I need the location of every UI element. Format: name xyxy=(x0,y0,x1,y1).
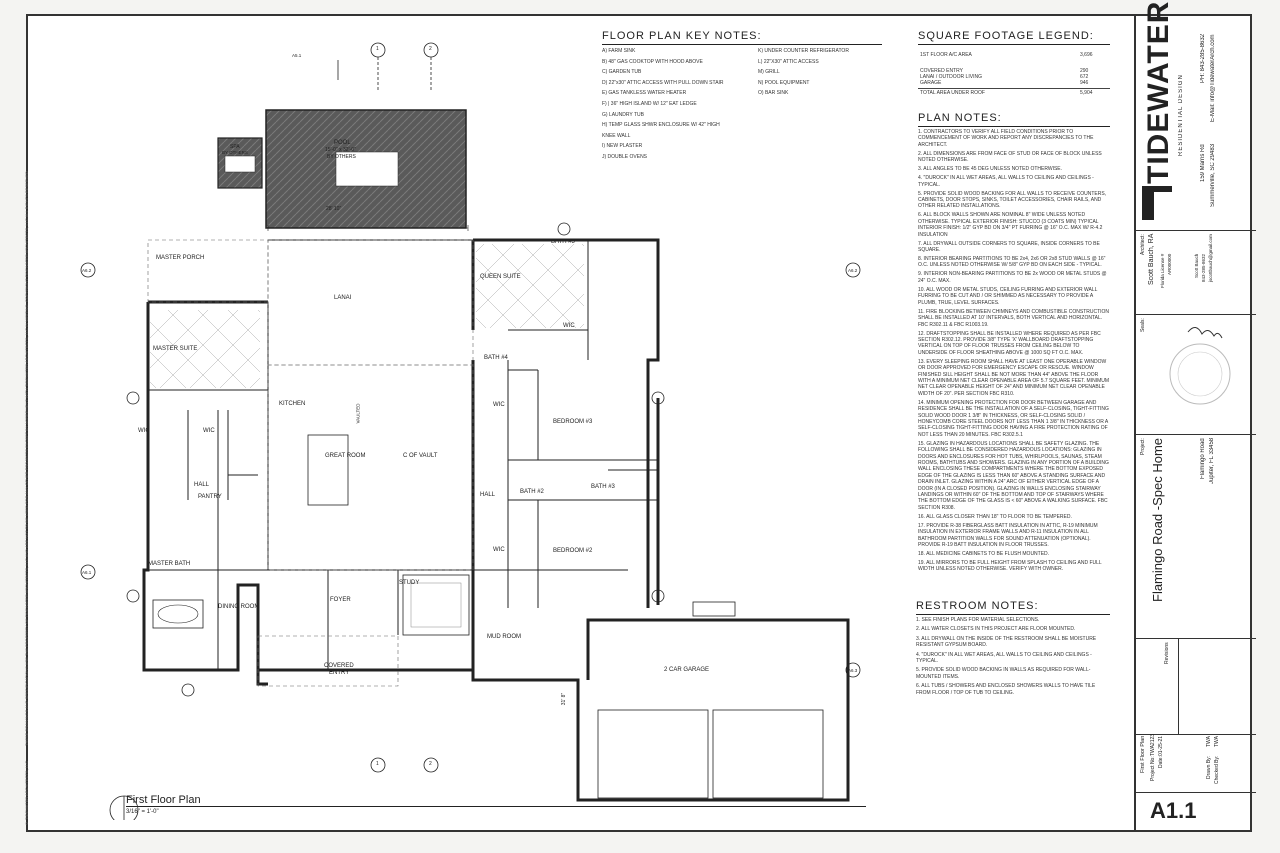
architect-license-no: AR000000 xyxy=(1167,254,1172,276)
key-notes-title-rule xyxy=(602,44,882,45)
sqft-value: 946 xyxy=(1080,80,1089,86)
marker-right-1: A6.2 xyxy=(848,268,858,273)
note-item: 6. ALL TUBS / SHOWERS AND ENCLOSED SHOWERS WALLS TO HAVE TILE FROM FLOOR / TOP OF TUB TO CEILING. xyxy=(916,683,1096,696)
note-item: 1. CONTRACTORS TO VERIFY ALL FIELD CONDITIONS PRIOR TO COMMENCEMENT OF WORK AND REPORT ANY DISCREPANCIES TO THE ARCHITECT. xyxy=(918,129,1094,148)
architect-box xyxy=(1136,230,1256,315)
pool-label-1: POOL xyxy=(334,140,351,146)
room-lanai: LANAI xyxy=(334,295,352,301)
restroom-notes-title: RESTROOM NOTES: xyxy=(916,600,1039,612)
drawn-by-label: Drawn By: xyxy=(1206,756,1212,780)
marker-1: 1 xyxy=(376,46,379,52)
key-note-item: E) GAS TANKLESS WATER HEATER xyxy=(602,90,687,97)
key-note-item: KNEE WALL xyxy=(602,132,631,139)
marker-top-left: A5.1 xyxy=(292,53,302,58)
note-item: 14. MINIMUM OPENING PROTECTION FOR DOOR BETWEEN GARAGE AND RESIDENCE SHALL BE THE INSTALLATION OF A SELF-CLOSING, TIGHT-FITTING SOLID WOOD DOOR 1 3/8" IN THICKNESS, OR SELF-CLOSING SOLID / HONEYCOMB CORE STEEL DOORS NOT LESS THAN 1 3/8" IN THICKNESS OR A SELF-CLOSING TIGHT-FITTING DOOR HAVING A FIRE PROTECTION RATING OF NOT LESS THAN 20 MINUTES. FBC R302.5.1 xyxy=(918,399,1109,438)
room-master-bath: MASTER BATH xyxy=(148,561,191,567)
copyright-notice: THESE DRAWINGS AND SPECIFICATIONS ARE THE PROPERTY OF TIDEWATER ARCHITECTS, LLC AND ARE NOT TO BE USED FOR ANY OTHER PROJECTS EXCEPT BY AGREEMENT WITH TIDEWATER ARCHITECTS, LLC IN WRITING. COPYRIGHT TIDEWATER ARCHITECTS, LLC ALL RIGHTS RESERVED xyxy=(24,171,29,746)
architect-license: Florida License # xyxy=(1160,254,1165,289)
note-item: 17. PROVIDE R-38 FIBERGLASS BATT INSULATION IN ATTIC, R-19 MINIMUM INSULATION IN EXTERIOR FRAME WALLS AND R-11 INSULATION IN ALL BATHROOM PARTITION WALLS FOR SOUND ATTENUATION (OPTIONAL). PROVIDE R-19 BATT INSULATION IN FLOOR TRUSSES. xyxy=(918,522,1098,549)
project-no: TWA2123 xyxy=(1150,733,1156,756)
project-label: Project: xyxy=(1140,438,1146,455)
top-dimension: 28' 10" xyxy=(326,206,342,212)
key-note-item: N) POOL EQUIPMENT xyxy=(758,79,810,86)
key-note-item: D) 22"x30" ATTIC ACCESS WITH PULL DOWN STAIR xyxy=(602,79,724,86)
room-wic-5: WIC xyxy=(493,547,505,553)
marker-left-2: A6.1 xyxy=(82,570,92,575)
project-name: Flamingo Road -Spec Home xyxy=(1150,438,1165,603)
key-note-item: A) FARM SINK xyxy=(602,48,636,54)
floor-plan-drawing xyxy=(68,30,868,820)
project-address1: Flamingo Road xyxy=(1200,438,1206,479)
spa-label-2: BY OTHERS xyxy=(222,150,248,155)
architect-label: Architect: xyxy=(1140,234,1146,255)
room-bedroom3: BEDROOM #3 xyxy=(553,419,593,425)
key-note-item: M) GRILL xyxy=(758,69,780,76)
room-bath4: BATH #4 xyxy=(484,355,508,361)
sqft-label: GARAGE xyxy=(920,80,942,86)
checked-by-label: Checked By: xyxy=(1214,756,1220,785)
room-great-room: GREAT ROOM xyxy=(325,453,366,459)
note-item: 6. ALL BLOCK WALLS SHOWN ARE NOMINAL 8" WIDE UNLESS NOTED OTHERWISE. TYPICAL EXTERIOR FINISH: STUCCO (3 COATS MIN) TYPICAL INTERIOR FINISH: 1/2" GYP BD ON 3/4" PT FURRING @ 16" O.C. MAX W/ R-4.2 INSULATION xyxy=(918,212,1103,238)
plan-scale: 3/16" = 1'-0" xyxy=(126,809,159,815)
pool-label-2: 15'-0" x 32'-0" xyxy=(325,147,356,153)
firm-email: E-Mail: info@TidewaterArch.com xyxy=(1210,34,1216,122)
marker-right-2: A6.3 xyxy=(848,668,858,673)
architect-name: Scott Bauch, RA xyxy=(1148,234,1155,286)
room-master-suite: MASTER SUITE xyxy=(153,346,198,352)
room-wic-1: WIC xyxy=(563,323,575,329)
date-value: 01-25-21 xyxy=(1158,735,1164,756)
room-bedroom2: BEDROOM #2 xyxy=(553,548,593,554)
revisions-box xyxy=(1136,638,1256,735)
firm-address1: 159 Marris Rd xyxy=(1200,144,1206,182)
brand-name: TIDEWATER xyxy=(1142,0,1175,184)
note-item: 18. ALL MEDICINE CABINETS TO BE FLUSH MOUNTED. xyxy=(918,551,1050,558)
checked-by-value: TWA xyxy=(1214,736,1220,747)
sqft-value: 3,696 xyxy=(1080,52,1093,58)
sqft-label: COVERED ENTRY xyxy=(920,68,963,74)
note-item: 4. "DUROCK" IN ALL WET AREAS, ALL WALLS TO CEILING AND CEILINGS - TYPICAL. xyxy=(918,175,1094,188)
note-item: 3. ALL ANGLES TO BE 45 DEG UNLESS NOTED OTHERWISE. xyxy=(918,166,1063,173)
project-no-label: Project No: xyxy=(1150,756,1156,781)
sheet-info-box xyxy=(1136,734,1256,793)
project-address2: Jupiter, FL 33458 xyxy=(1209,438,1215,485)
marker-3: 1 xyxy=(376,761,379,767)
drawn-by-value: TWA xyxy=(1206,736,1212,747)
room-pantry: PANTRY xyxy=(198,494,222,500)
note-item: 7. ALL DRYWALL OUTSIDE CORNERS TO SQUARE, INSIDE CORNERS TO BE SQUARE. xyxy=(918,240,1100,254)
sqft-total-rule xyxy=(918,88,1110,89)
date-label: Date: xyxy=(1158,756,1164,768)
sheet-title: First Floor Plan xyxy=(1140,736,1146,774)
plan-notes-title-rule xyxy=(918,126,1110,127)
marker-left-1: A6.2 xyxy=(82,268,92,273)
plan-notes-list xyxy=(918,129,1110,575)
room-bath2: BATH #2 xyxy=(520,489,544,495)
plan-title: First Floor Plan xyxy=(126,794,201,806)
sqft-label: TOTAL AREA UNDER ROOF xyxy=(920,90,985,96)
plan-title-underline xyxy=(126,806,866,807)
restroom-notes-title-rule xyxy=(916,614,1110,615)
room-garage: 2 CAR GARAGE xyxy=(664,667,710,673)
room-queen-suite: QUEEN SUITE xyxy=(480,274,521,280)
key-note-item: H) TEMP GLASS SHWR ENCLOSURE W/ 42" HIGH xyxy=(602,122,720,129)
note-item: 8. INTERIOR BEARING PARTITIONS TO BE 2x4, 2x6 OR 2x8 STUD WALLS @ 16" O.C. UNLESS NOTED OTHERWISE W/ 5/8" GYP BD ON EACH SIDE - TYPICAL. xyxy=(918,256,1106,269)
note-item: 19. ALL MIRRORS TO BE FULL HEIGHT FROM SPLASH TO CEILING AND FULL WIDTH UNLESS NOTED OTHERWISE. VERIFY WITH OWNER. xyxy=(918,560,1102,573)
revisions-divider xyxy=(1178,638,1179,734)
note-item: 3. ALL DRYWALL ON THE INSIDE OF THE RESTROOM SHALL BE MOISTURE RESISTANT GYPSUM BOARD. xyxy=(916,635,1097,649)
vaulted-label: VAULTED xyxy=(355,403,361,424)
key-note-item: C) GARDEN TUB xyxy=(602,69,642,76)
room-covered-entry-1: COVERED xyxy=(324,663,354,669)
tidewater-logo-icon xyxy=(1142,186,1172,220)
key-note-item: O) BAR SINK xyxy=(758,90,789,97)
brand-box xyxy=(1136,0,1256,231)
room-study: STUDY xyxy=(399,580,420,586)
note-item: 15. GLAZING IN HAZARDOUS LOCATIONS SHALL BE SAFETY GLAZING. THE FOLLOWING SHALL BE CONSIDERED HAZARDOUS LOCATIONS: GLAZING IN DOORS AND ENCLOSURES FOR HOT TUBS, WHIRLPOOLS, SAUNAS, STEAM ROOMS, BATHTUBS AND SHOWERS. GLAZING IN ANY PORTION OF A BUILDING WALL ENCLOSING THESE COMPARTMENTS WHERE THE BOTTOM EXPOSED EDGE OF THE GLAZING IS LESS THAN 60" ABOVE A STANDING SURFACE AND DRAIN INLET. GLAZING WITHIN A 24" ARC OF EITHER VERTICAL EDGE OF A DOOR (IN A CLOSED POSITION). GLAZING IN WALLS ENCLOSING STAIRWAY LANDINGS OR WITHIN 60" OF THE BOTTOM AND TOP OF STAIRWAYS WHERE THE BOTTOM EDGE OF THE GLASS IS < 60" ABOVE A WALKING SURFACE. FBC SECTION R308. xyxy=(918,440,1109,511)
marker-4: 2 xyxy=(429,761,432,767)
sqft-label: 1ST FLOOR A/C AREA xyxy=(920,52,972,58)
note-item: 9. INTERIOR NON-BEARING PARTITIONS TO BE 2x WOOD OR METAL STUDS @ 24" O.C. MAX. xyxy=(918,271,1107,284)
architect-email: jscottbauch@gmail.com xyxy=(1208,234,1213,282)
key-note-item: J) DOUBLE OVENS xyxy=(602,154,648,160)
key-note-item: L) 22"X30" ATTIC ACCESS xyxy=(758,58,819,65)
key-note-item: B) 48" GAS COOKTOP WITH HOOD ABOVE xyxy=(602,58,703,65)
pool-label-3: BY OTHERS xyxy=(327,154,356,160)
drawing-sheet xyxy=(24,0,1252,832)
spa-label-1: SPA xyxy=(230,144,240,150)
note-item: 10. ALL WOOD OR METAL STUDS, CEILING FURRING AND EXTERIOR WALL FURRING TO BE CUT AND / OR SHIMMED AS NECESSARY TO PROVIDE A PLUMB, TRUE, LEVEL SURFACES. xyxy=(918,286,1098,306)
sheet-number: A1.1 xyxy=(1150,798,1197,823)
room-wic-3: WIC xyxy=(203,428,215,434)
brand-sub: RESIDENTIAL DESIGN xyxy=(1178,74,1184,156)
sqft-value: 672 xyxy=(1080,74,1089,80)
copyright-short: © TIDEWATER ARCHITECTS, LLC xyxy=(24,760,29,826)
room-dining: DINING ROOM xyxy=(218,604,260,610)
architect-seal-icon xyxy=(1158,322,1238,422)
note-item: 11. FIRE BLOCKING BETWEEN CHIMNEYS AND COMBUSTIBLE CONSTRUCTION SHALL BE INSTALLED AT 10' INTERVALS, BOTH VERTICAL AND HORIZONTAL. FBC R302.11 & FBC R1003.19. xyxy=(918,308,1110,328)
sheet-number-box xyxy=(1136,792,1256,832)
key-note-item: K) UNDER COUNTER REFRIGERATOR xyxy=(758,48,849,54)
sqft-value: 290 xyxy=(1080,68,1089,74)
room-c-of-vault: C OF VAULT xyxy=(403,453,438,459)
note-item: 13. EVERY SLEEPING ROOM SHALL HAVE AT LEAST ONE OPERABLE WINDOW OR DOOR APPROVED FOR EMERGENCY ESCAPE OR RESCUE. WINDOW FINISHED SILL HEIGHT SHALL BE NOT MORE THAN 44" ABOVE THE FLOOR WITH A MINIMUM NET CLEAR OPENABLE AREA OF 5.7 SQUARE FEET. MINIMUM NET CLEAR OPENABLE HEIGHT OF 24" AND MINIMUM NET CLEAR OPENABLE WIDTH OF 20". PER SECTION FBC R310. xyxy=(918,358,1110,397)
note-item: 16. ALL GLASS CLOSER THAN 18" TO FLOOR TO BE TEMPERED. xyxy=(918,513,1072,520)
note-item: 2. ALL WATER CLOSETS IN THIS PROJECT ARE FLOOR MOUNTED. xyxy=(916,626,1076,633)
seals-label: Seals: xyxy=(1140,318,1146,332)
architect-name2: Scott Bauch xyxy=(1194,254,1199,279)
note-item: 4. "DUROCK" IN ALL WET AREAS, ALL WALLS TO CEILING AND CEILINGS - TYPICAL. xyxy=(916,651,1092,665)
marker-2: 2 xyxy=(429,46,432,52)
room-master-porch: MASTER PORCH xyxy=(156,255,205,261)
firm-address2: Summerville, SC 29483 xyxy=(1210,144,1216,208)
restroom-notes-list xyxy=(916,617,1110,699)
key-note-item: I) NEW PLASTER xyxy=(602,143,643,150)
room-hall-2: HALL xyxy=(480,492,496,498)
sqft-title: SQUARE FOOTAGE LEGEND: xyxy=(918,30,1094,42)
room-mud-room: MUD ROOM xyxy=(487,634,521,640)
section-markers xyxy=(81,43,860,820)
room-wic-2: WIC xyxy=(138,428,150,434)
key-note-item: G) LAUNDRY TUB xyxy=(602,111,644,118)
garage-dimension: 31' 8" xyxy=(561,692,568,706)
room-kitchen: KITCHEN xyxy=(279,401,306,407)
room-bath5: BATH #5 xyxy=(551,239,575,245)
note-item: 5. PROVIDE SOLID WOOD BACKING IN WALLS AS REQUIRED FOR WALL-MOUNTED ITEMS. xyxy=(916,667,1091,680)
project-box xyxy=(1136,434,1256,639)
title-block xyxy=(1134,0,1256,832)
note-item: 2. ALL DIMENSIONS ARE FROM FACE OF STUD OR FACE OF BLOCK UNLESS NOTED OTHERWISE. xyxy=(918,150,1102,164)
room-wic-4: WIC xyxy=(493,402,505,408)
sqft-title-rule xyxy=(918,44,1110,45)
room-hall-1: HALL xyxy=(194,482,210,488)
key-note-item: F) | 36" HIGH ISLAND W/ 12" EAT LEDGE xyxy=(602,101,697,107)
firm-phone: PH: 843-285-8632 xyxy=(1200,34,1206,84)
key-notes-title: FLOOR PLAN KEY NOTES: xyxy=(602,30,762,42)
note-item: 12. DRAFTSTOPPING SHALL BE INSTALLED WHERE REQUIRED AS PER FBC SECTION R302.12. PROVIDE 3/8" TYPE 'X' WALLBOARD DRAFTSTOPPING VERTICAL ON TOP OF FLOOR TRUSSES FROM CEILING BELOW TO UNDERSIDE OF FLOOR SHEATHING ABOVE @ 1000 SQ FT O.C. MAX. xyxy=(918,330,1101,356)
note-item: 5. PROVIDE SOLID WOOD BACKING FOR ALL WALLS TO RECEIVE COUNTERS, CABINETS, DOOR STOPS, SINKS, TOILET ACCESSORIES, CHAIR RAILS, AND OTHER RELATED INSTALLATIONS. xyxy=(918,190,1107,210)
sqft-label: LANAI / OUTDOOR LIVING xyxy=(920,74,982,80)
room-covered-entry-2: ENTRY xyxy=(329,670,350,676)
revisions-label: Revisions xyxy=(1164,642,1170,664)
sqft-value: 5,904 xyxy=(1080,90,1093,96)
room-foyer: FOYER xyxy=(330,597,351,603)
plan-notes-title: PLAN NOTES: xyxy=(918,112,1002,124)
room-bath3: BATH #3 xyxy=(591,484,615,490)
note-item: 1. SEE FINISH PLANS FOR MATERIAL SELECTIONS. xyxy=(916,617,1040,623)
seals-box xyxy=(1136,314,1256,435)
architect-phone: 843-285-8632 xyxy=(1201,254,1206,283)
